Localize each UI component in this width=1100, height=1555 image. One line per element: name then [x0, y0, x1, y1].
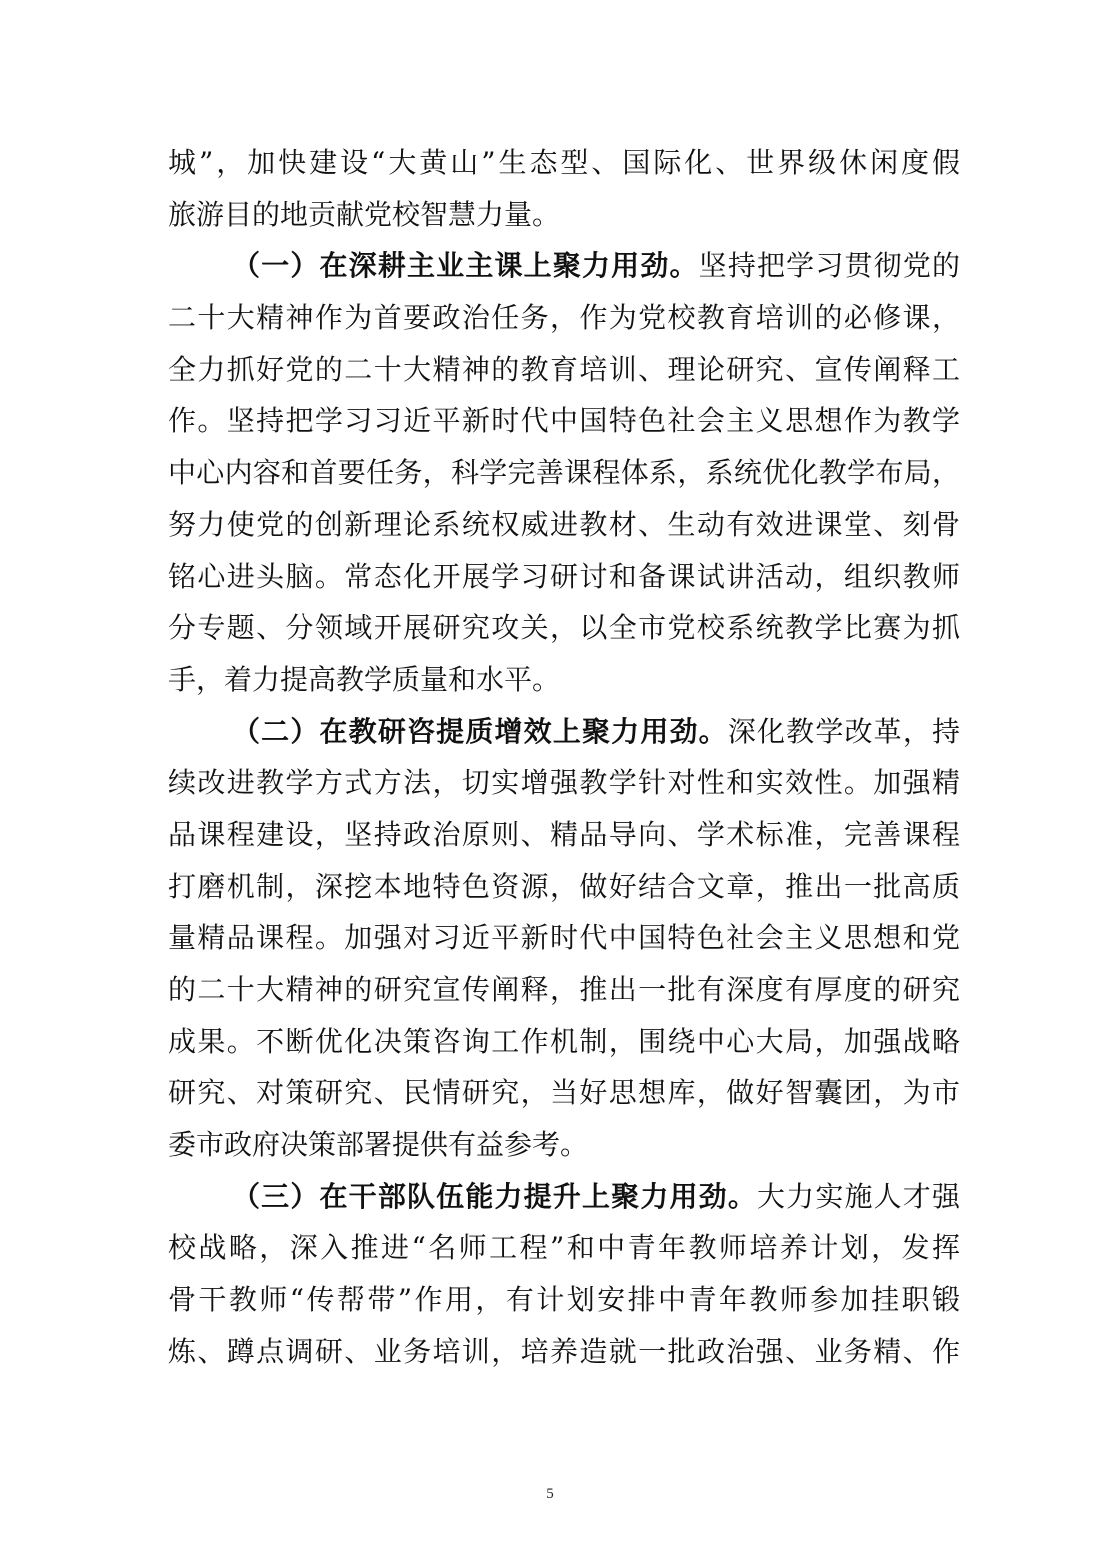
body-line: 分专题、分领域开展研究攻关，以全市党校系统教学比赛为抓	[168, 611, 960, 645]
body-line: 城”，加快建设“大黄山”生态型、国际化、世界级休闲度假	[168, 146, 960, 179]
section-heading-line	[168, 240, 960, 292]
body-text: 深化教学改革，持	[727, 714, 960, 748]
body-line: 铭心进头脑。常态化开展学习研讨和备课试讲活动，组织教师	[168, 559, 960, 593]
section-heading: （三）在干部队伍能力提升上聚力用劲。	[232, 1179, 757, 1213]
body-line: 成果。不断优化决策咨询工作机制，围绕中心大局，加强战略	[168, 1024, 960, 1058]
body-line: 骨干教师“传帮带”作用，有计划安排中青年教师参加挂职锻	[168, 1283, 960, 1317]
body-line: 努力使党的创新理论系统权威进教材、生动有效进课堂、刻骨	[168, 507, 960, 541]
body-line: 委市政府决策部署提供有益参考。	[168, 1128, 589, 1162]
body-line: 品课程建设，坚持政治原则、精品导向、学术标准，完善课程	[168, 817, 960, 851]
body-line: 中心内容和首要任务，科学完善课程体系，系统优化教学布局，	[168, 456, 960, 490]
body-line: 的二十大精神的研究宣传阐释，推出一批有深度有厚度的研究	[168, 973, 960, 1006]
section-heading: （二）在教研咨提质增效上聚力用劲。	[232, 714, 728, 748]
body-line: 打磨机制，深挖本地特色资源，做好结合文章，推出一批高质	[168, 869, 960, 903]
body-line: 旅游目的地贡献党校智慧力量。	[168, 197, 561, 231]
section-heading-line	[168, 706, 960, 758]
page-number: 5	[546, 1486, 554, 1502]
body-text: 坚持把学习贯彻党的	[698, 249, 960, 283]
body-line: 二十大精神作为首要政治任务，作为党校教育培训的必修课，	[168, 301, 960, 335]
body-line: 全力抓好党的二十大精神的教育培训、理论研究、宣传阐释工	[168, 352, 960, 386]
body-line: 续改进教学方式方法，切实增强教学针对性和实效性。加强精	[168, 766, 960, 800]
body-line: 校战略，深入推进“名师工程”和中青年教师培养计划，发挥	[168, 1231, 960, 1265]
body-line: 研究、对策研究、民情研究，当好思想库，做好智囊团，为市	[168, 1076, 960, 1110]
body-line: 炼、蹲点调研、业务培训，培养造就一批政治强、业务精、作	[168, 1334, 960, 1368]
body-line: 手，着力提高教学质量和水平。	[168, 662, 561, 696]
body-line: 量精品课程。加强对习近平新时代中国特色社会主义思想和党	[168, 921, 960, 955]
section-heading: （一）在深耕主业主课上聚力用劲。	[232, 249, 699, 283]
body-line: 作。坚持把学习习近平新时代中国特色社会主义思想作为教学	[168, 404, 960, 438]
document-body	[168, 137, 960, 1378]
body-text: 大力实施人才强	[756, 1179, 960, 1213]
section-heading-line	[168, 1171, 960, 1223]
